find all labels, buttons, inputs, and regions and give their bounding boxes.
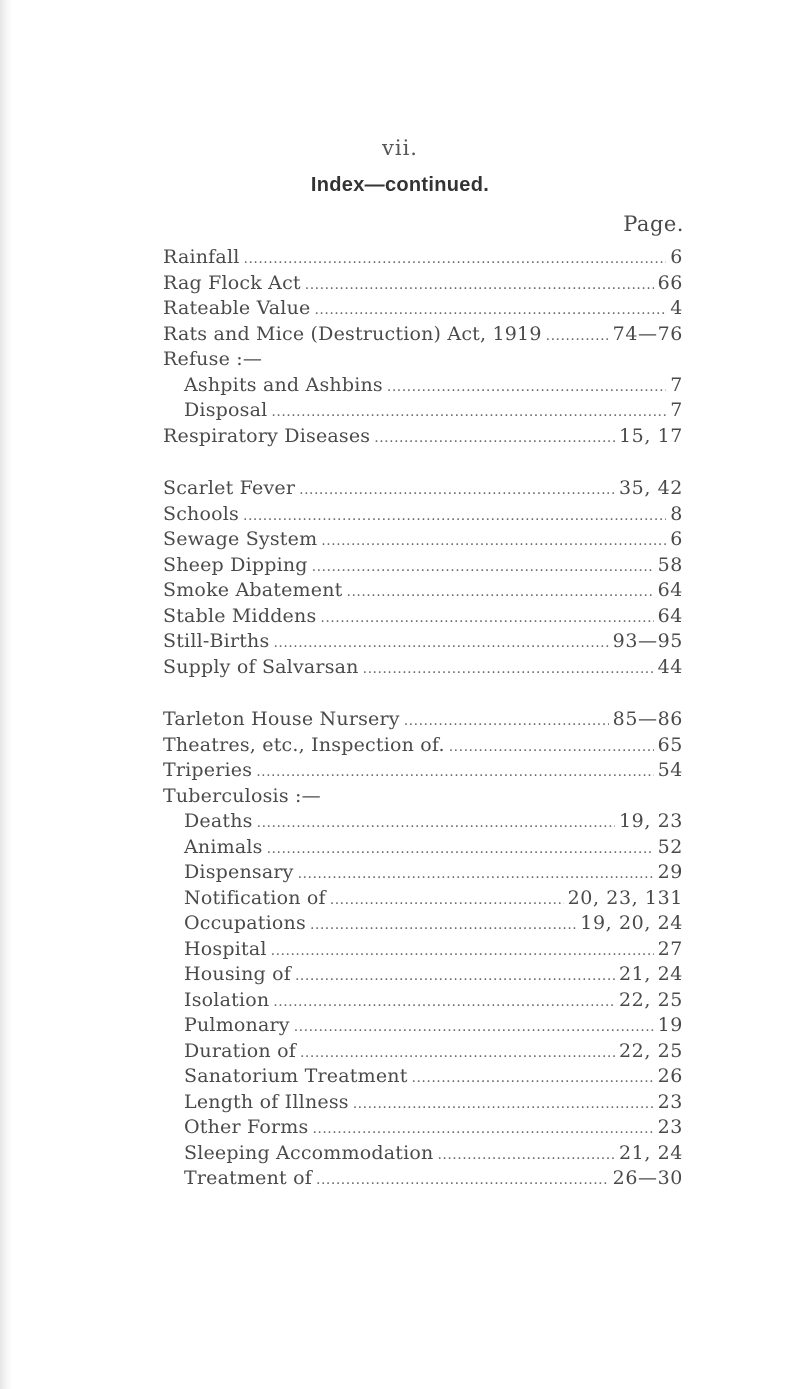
index-term: Tarleton House Nursery [163, 708, 400, 730]
index-term: Ashpits and Ashbins [184, 373, 383, 396]
index-subentry-length-of-illness [163, 1091, 683, 1117]
index-term: Refuse :— [163, 348, 263, 370]
index-subentry-duration [163, 1040, 683, 1066]
index-pages: 27 [657, 937, 683, 960]
dot-leader [295, 968, 615, 984]
index-term: Rats and Mice (Destruction) Act, 1919 [163, 322, 542, 345]
dot-leader [363, 661, 654, 677]
index-pages: 52 [657, 835, 683, 858]
dot-leader [267, 841, 654, 857]
index-entry-rateable-value [163, 297, 683, 323]
index-term: Rainfall [163, 246, 240, 268]
dot-leader [300, 1045, 615, 1061]
index-term: Deaths [184, 810, 253, 832]
index-pages: 15, 17 [618, 424, 683, 447]
index-term: Respiratory Diseases [163, 424, 371, 447]
index-term: Smoke Abatement [163, 579, 343, 601]
index-entry-sheep-dipping [163, 554, 683, 580]
index-term: Theatres, etc., Inspection of. [163, 733, 445, 756]
index-entry-refuse [163, 348, 683, 374]
index-term: Pulmonary [184, 1014, 290, 1036]
index-term: Sewage System [163, 528, 318, 550]
index-pages: 65 [657, 733, 683, 756]
index-pages: 26—30 [612, 1167, 683, 1189]
index-pages: 8 [670, 502, 683, 525]
index-subentry-treatment [163, 1167, 683, 1193]
index-term: Supply of Salvarsan [163, 655, 359, 678]
dot-leader [298, 866, 654, 882]
page-column-header: Page. [623, 212, 684, 236]
group-spacer [163, 681, 683, 708]
index-term: Schools [163, 502, 239, 525]
index-pages: 20, 23, 131 [567, 886, 683, 909]
index-term: Other Forms [184, 1116, 309, 1138]
index-pages: 26 [657, 1065, 683, 1087]
index-pages: 93—95 [612, 630, 683, 652]
dot-leader [330, 892, 564, 908]
dot-leader [316, 1172, 609, 1188]
index-term: Hospital [184, 937, 267, 960]
index-term: Still-Births [163, 630, 270, 652]
index-pages: 19 [657, 1014, 683, 1036]
dot-leader [257, 815, 615, 831]
index-subentry-isolation [163, 989, 683, 1015]
index-pages: 6 [670, 528, 683, 550]
index-subentry-housing [163, 963, 683, 989]
index-term: Duration of [184, 1039, 296, 1062]
index-subentry-pulmonary [163, 1014, 683, 1040]
index-pages: 19, 20, 24 [580, 912, 683, 934]
index-term: Housing of [184, 963, 291, 985]
index-subentry-ashpits [163, 374, 683, 400]
dot-leader [294, 1019, 654, 1035]
index-heading: Index—continued. [310, 174, 490, 196]
dot-leader [310, 917, 576, 933]
index-subentry-deaths [163, 810, 683, 836]
dot-leader [412, 1070, 654, 1086]
index-term: Length of Illness [184, 1090, 349, 1113]
index-entry-triperies [163, 759, 683, 785]
index-term: Dispensary [184, 861, 294, 883]
index-entry-sewage-system [163, 528, 683, 554]
index-subentry-disposal [163, 399, 683, 425]
index-pages: 21, 24 [618, 963, 683, 985]
dot-leader [312, 1121, 653, 1137]
dot-leader [347, 584, 654, 600]
index-pages: 19, 23 [618, 810, 683, 832]
index-pages: 58 [657, 553, 683, 576]
index-pages: 66 [657, 271, 683, 294]
index-term: Disposal [184, 399, 268, 421]
index-term: Occupations [184, 912, 306, 934]
index-pages: 4 [670, 297, 683, 319]
dot-leader [546, 328, 609, 344]
dot-leader [314, 302, 666, 318]
dot-leader [273, 635, 608, 651]
dot-leader [353, 1096, 654, 1112]
dot-leader [273, 994, 615, 1010]
dot-leader [244, 251, 667, 267]
index-subentry-sleeping-accommodation [163, 1142, 683, 1168]
dot-leader [404, 713, 609, 729]
index-term: Sanatorium Treatment [184, 1065, 408, 1087]
index-entry-still-births [163, 630, 683, 656]
index-term: Treatment of [184, 1167, 313, 1189]
index-list [163, 246, 683, 1193]
group-spacer [163, 450, 683, 477]
index-pages: 54 [657, 759, 683, 781]
index-term: Sleeping Accommodation [184, 1141, 434, 1164]
index-entry-theatres [163, 734, 683, 760]
dot-leader [271, 943, 654, 959]
dot-leader [321, 533, 666, 549]
index-subentry-animals [163, 836, 683, 862]
index-entry-rats-and-mice [163, 323, 683, 349]
index-term: Notification of [184, 886, 326, 909]
index-pages: 44 [657, 655, 683, 678]
dot-leader [312, 559, 654, 575]
dot-leader [271, 404, 666, 420]
dot-leader [387, 379, 666, 395]
dot-leader [437, 1147, 615, 1163]
index-entry-supply-of-salvarsan [163, 656, 683, 682]
index-subentry-hospital [163, 938, 683, 964]
index-term: Scarlet Fever [163, 477, 296, 499]
index-term: Triperies [163, 759, 253, 781]
index-entry-smoke-abatement [163, 579, 683, 605]
page-number: vii. [382, 136, 418, 160]
index-term: Stable Middens [163, 604, 317, 627]
dot-leader [305, 277, 654, 293]
index-pages: 22, 25 [618, 1039, 683, 1062]
index-entry-schools [163, 503, 683, 529]
index-pages: 7 [670, 373, 683, 396]
index-term: Animals [184, 835, 263, 858]
index-entry-rag-flock-act [163, 272, 683, 298]
index-term: Rag Flock Act [163, 271, 301, 294]
page-binding-edge [0, 0, 12, 1389]
index-pages: 74—76 [612, 322, 683, 345]
index-pages: 6 [670, 246, 683, 268]
index-entry-scarlet-fever [163, 477, 683, 503]
index-term: Tuberculosis :— [163, 784, 321, 807]
dot-leader [449, 739, 654, 755]
index-pages: 23 [657, 1090, 683, 1113]
index-pages: 35, 42 [618, 477, 683, 499]
index-subentry-notification [163, 887, 683, 913]
index-subentry-dispensary [163, 861, 683, 887]
index-pages: 64 [657, 579, 683, 601]
index-pages: 21, 24 [618, 1141, 683, 1164]
index-subentry-other-forms [163, 1116, 683, 1142]
index-subentry-sanatorium-treatment [163, 1065, 683, 1091]
dot-leader [374, 430, 615, 446]
index-pages: 23 [657, 1116, 683, 1138]
index-pages: 85—86 [612, 708, 683, 730]
index-entry-tuberculosis [163, 785, 683, 811]
dot-leader [256, 764, 653, 780]
index-pages: 22, 25 [618, 988, 683, 1011]
index-pages: 29 [657, 861, 683, 883]
index-pages: 7 [670, 399, 683, 421]
dot-leader [243, 508, 666, 524]
index-term: Sheep Dipping [163, 553, 308, 576]
index-pages: 64 [657, 604, 683, 627]
dot-leader [299, 482, 615, 498]
dot-leader [320, 610, 653, 626]
index-subentry-occupations [163, 912, 683, 938]
index-entry-tarleton-house-nursery [163, 708, 683, 734]
index-entry-stable-middens [163, 605, 683, 631]
index-entry-respiratory-diseases [163, 425, 683, 451]
index-entry-rainfall [163, 246, 683, 272]
index-term: Rateable Value [163, 297, 311, 319]
index-term: Isolation [184, 988, 270, 1011]
